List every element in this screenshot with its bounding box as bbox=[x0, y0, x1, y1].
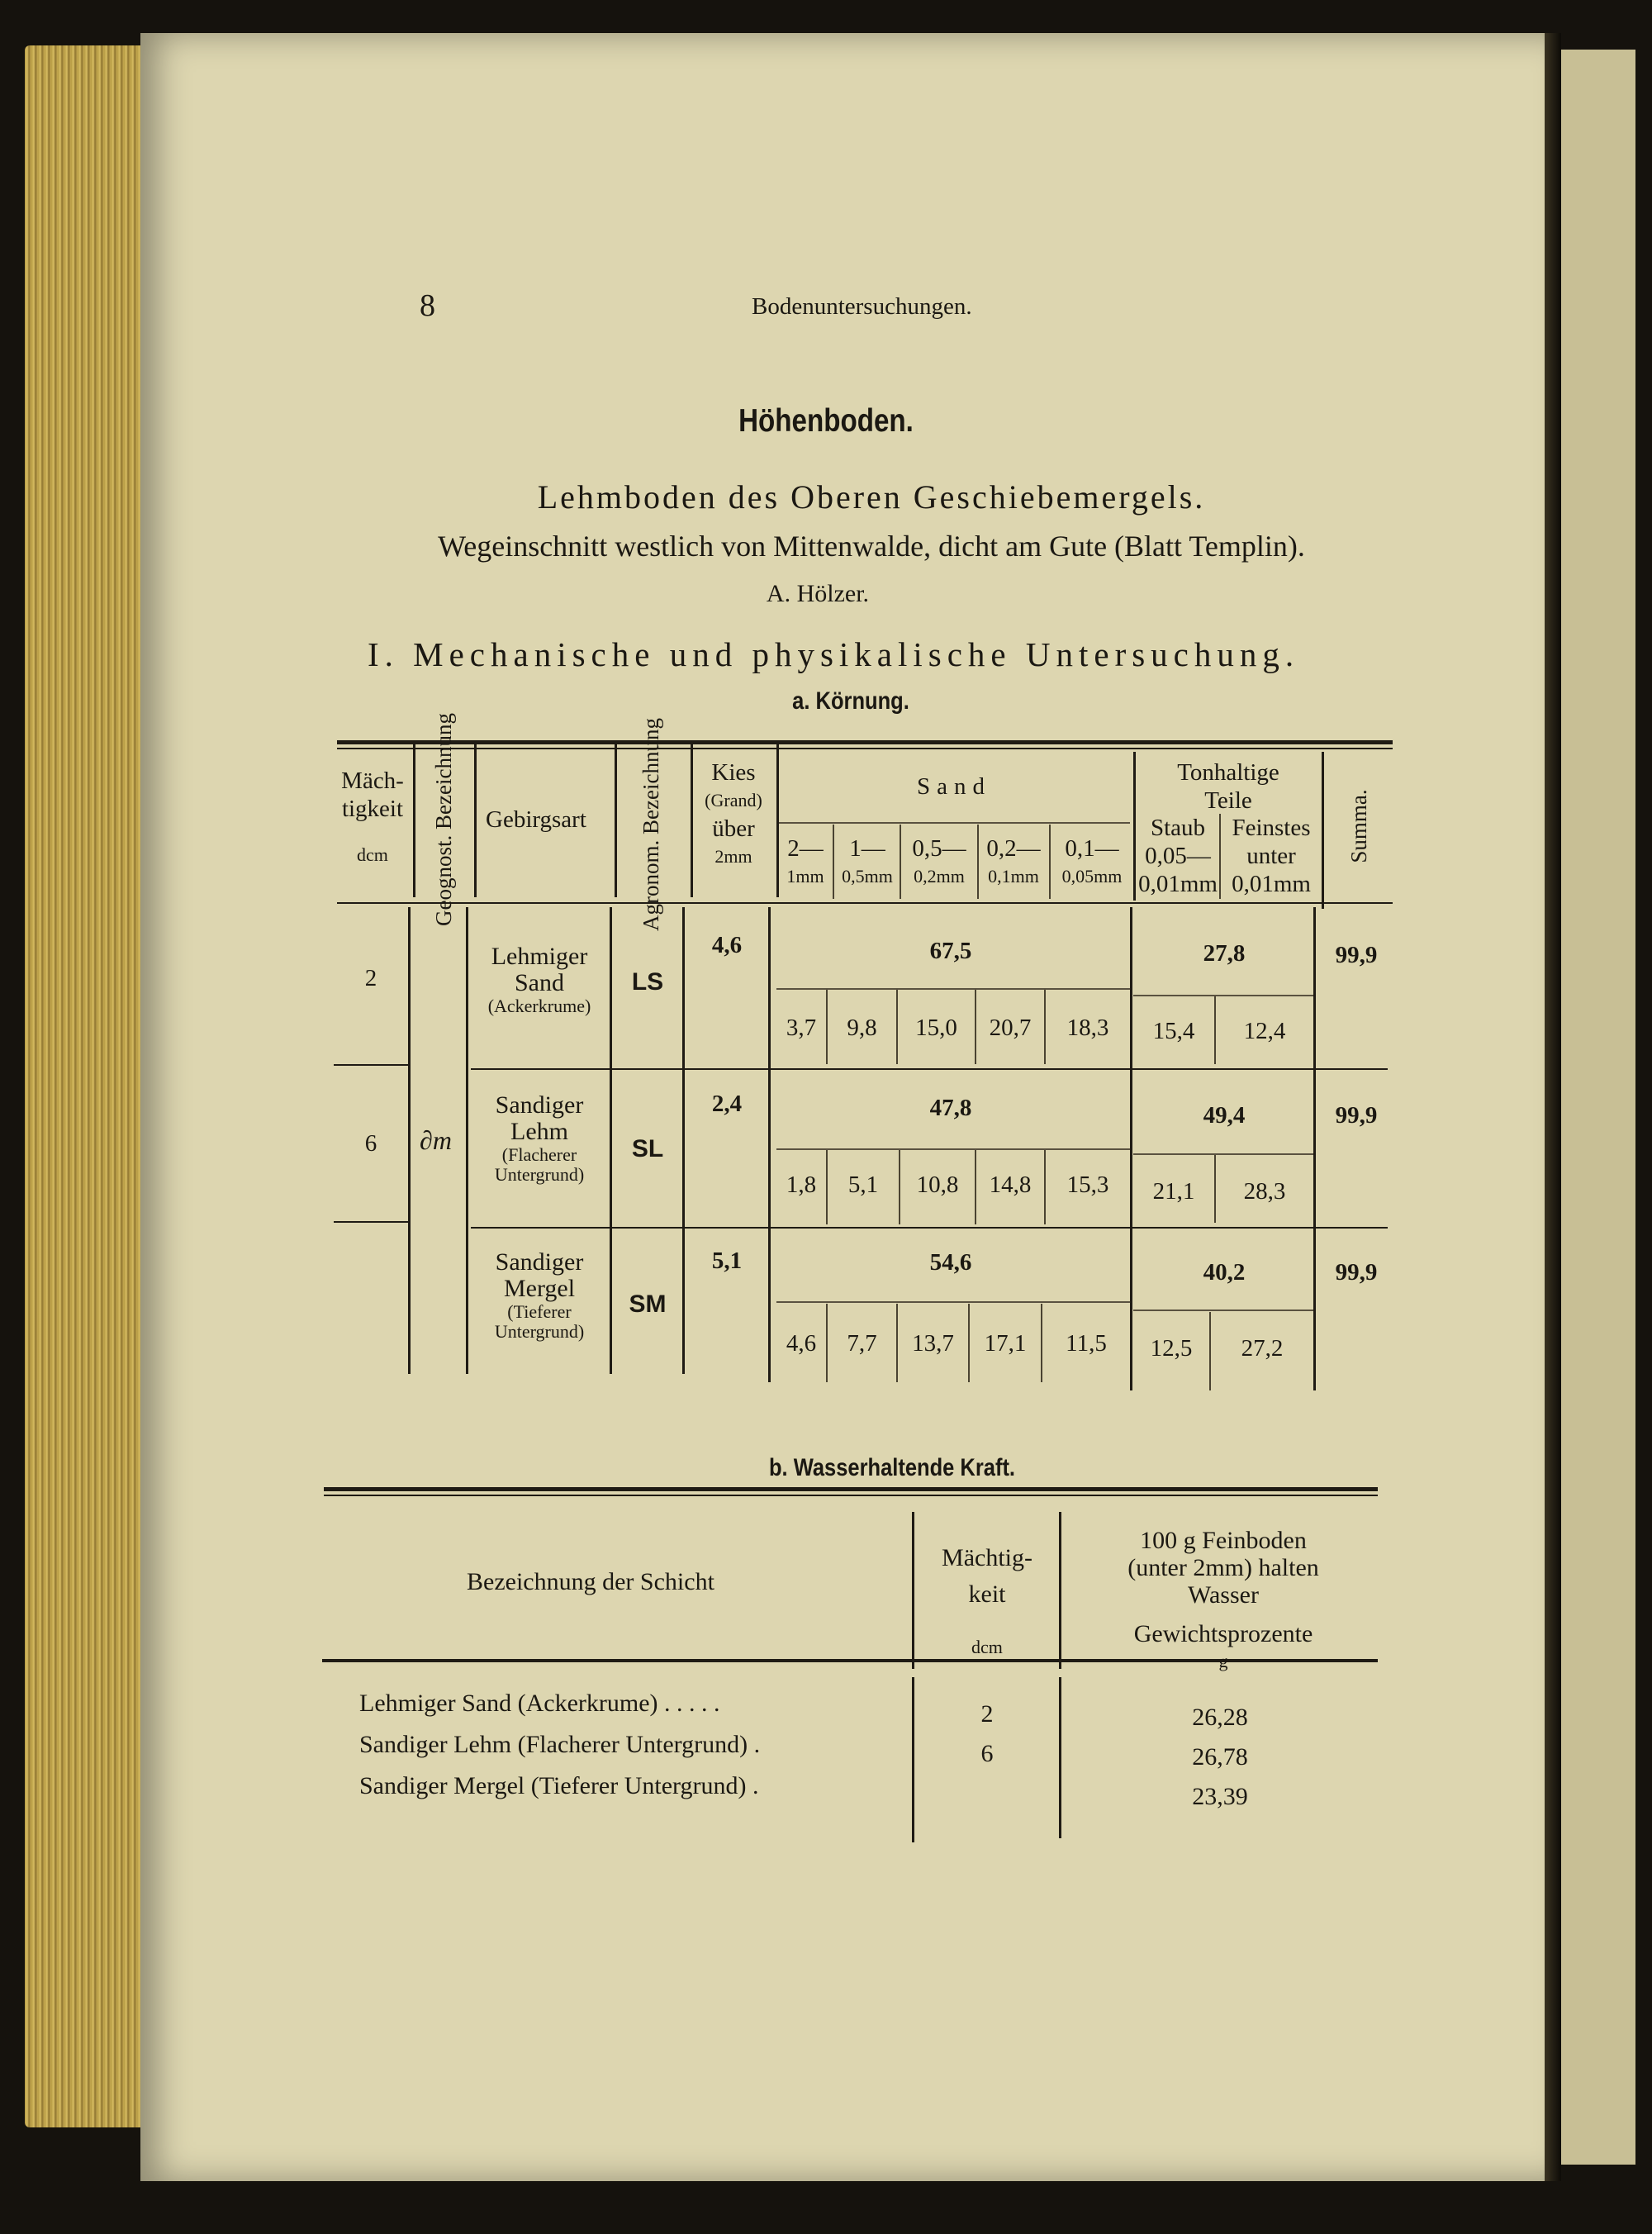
table-a-top-rule-2 bbox=[337, 748, 1393, 749]
table-b-vline-2a bbox=[1059, 1512, 1061, 1669]
table-b-top-rule-2 bbox=[324, 1495, 1378, 1496]
row3-sand-3: 13,7 bbox=[912, 1330, 954, 1357]
row3-sand-5: 11,5 bbox=[1066, 1330, 1107, 1357]
row3-sand-rule bbox=[776, 1301, 1130, 1303]
row2-staub: 21,1 bbox=[1152, 1178, 1195, 1205]
row1-gebirgsart: Lehmiger Sand (Ackerkrume) bbox=[487, 943, 591, 1016]
vline-2b bbox=[466, 907, 468, 1374]
book-gutter bbox=[1545, 33, 1561, 2181]
table-b-vline-2b bbox=[1059, 1677, 1061, 1838]
vline-3b bbox=[610, 907, 612, 1374]
header-sand-col-5: 0,1— 0,05mm bbox=[1061, 835, 1123, 886]
row2-sand-5: 15,3 bbox=[1066, 1172, 1109, 1198]
row1-staub: 15,4 bbox=[1152, 1018, 1195, 1044]
row2-sand-total: 47,8 bbox=[929, 1095, 972, 1121]
wasser-row3-label: Sandiger Mergel (Tieferer Untergrund) . bbox=[359, 1772, 759, 1799]
row3-agronom: SM bbox=[629, 1290, 667, 1318]
vline-1 bbox=[413, 740, 415, 897]
row1-sand-4: 20,7 bbox=[989, 1015, 1032, 1041]
wasser-row1-maechtigkeit: 2 bbox=[980, 1700, 994, 1728]
row1-ton-rule bbox=[1133, 995, 1315, 996]
vline-1b bbox=[408, 907, 411, 1374]
vline-summa-b bbox=[1313, 907, 1316, 1390]
header-geognost: Geognost. Bezeichnung bbox=[431, 713, 456, 926]
page-number: 8 bbox=[420, 288, 435, 323]
row2-sand-4: 14,8 bbox=[989, 1172, 1032, 1198]
row2-sand-2: 5,1 bbox=[847, 1172, 879, 1198]
row2-maecht-rule bbox=[334, 1221, 408, 1223]
header-tonhaltige: Tonhaltige Teile bbox=[1177, 759, 1279, 814]
header-maechtigkeit-b: Mächtig- keit dcm bbox=[942, 1544, 1032, 1657]
row3-sand-total: 54,6 bbox=[929, 1249, 972, 1276]
row2-sand-3: 10,8 bbox=[916, 1172, 959, 1198]
header-staub: Staub 0,05— 0,01mm bbox=[1138, 815, 1218, 897]
location-line: Wegeinschnitt westlich von Mittenwalde, dicht am Gute (Blatt Templin). bbox=[438, 530, 1305, 563]
header-gebirgsart: Gebirgsart bbox=[486, 806, 586, 833]
vline-2 bbox=[474, 740, 477, 897]
header-summa: Summa. bbox=[1346, 789, 1371, 863]
row3-sand-1: 4,6 bbox=[786, 1330, 817, 1357]
subsection-a-heading: a. Körnung. bbox=[792, 687, 909, 715]
subtitle: Lehmboden des Oberen Geschiebemergels. bbox=[537, 478, 1206, 516]
row1-sand-rule bbox=[776, 988, 1130, 990]
row3-gebirgsart: Sandiger Mergel (Tieferer Untergrund) bbox=[494, 1248, 585, 1342]
wasser-row2-maechtigkeit: 6 bbox=[980, 1740, 994, 1767]
row1-agronom: LS bbox=[631, 968, 664, 996]
row2-maechtigkeit: 6 bbox=[364, 1130, 377, 1157]
page-title: Höhenboden. bbox=[738, 403, 914, 439]
header-sand: Sand bbox=[917, 773, 991, 800]
header-bezeichnung: Bezeichnung der Schicht bbox=[467, 1568, 714, 1595]
table-b-vline-1b bbox=[912, 1677, 914, 1842]
row1-sand-1: 3,7 bbox=[786, 1015, 817, 1041]
vline-summa bbox=[1322, 752, 1324, 909]
header-sand-col-2: 1— 0,5mm bbox=[842, 835, 893, 886]
row3-ton-total: 40,2 bbox=[1203, 1259, 1246, 1286]
header-sand-col-4: 0,2— 0,1mm bbox=[986, 835, 1041, 886]
header-sand-col-3: 0,5— 0,2mm bbox=[912, 835, 966, 886]
vline-3 bbox=[615, 740, 617, 897]
row2-agronom: SL bbox=[631, 1135, 664, 1162]
table-b-top-rule bbox=[324, 1487, 1378, 1491]
row2-kies: 2,4 bbox=[711, 1091, 743, 1117]
row1-sand-total: 67,5 bbox=[929, 938, 972, 964]
row1-kies: 4,6 bbox=[711, 932, 743, 958]
header-sand-col-1: 2— 1mm bbox=[786, 835, 824, 886]
author: A. Hölzer. bbox=[766, 580, 870, 607]
wasser-row2-value: 26,78 bbox=[1192, 1743, 1248, 1771]
wasser-row1-label: Lehmiger Sand (Ackerkrume) . . . . . bbox=[359, 1690, 720, 1717]
row3-ton-rule bbox=[1133, 1310, 1315, 1311]
wasser-row1-value: 26,28 bbox=[1192, 1704, 1248, 1731]
row1-ton-total: 27,8 bbox=[1203, 940, 1246, 967]
header-feinboden: 100 g Feinboden (unter 2mm) halten Wasser Gewichtsprozente g bbox=[1127, 1527, 1319, 1671]
vline-5b bbox=[768, 907, 771, 1382]
geognost-value: ∂m bbox=[420, 1125, 452, 1155]
sand-sub-rule bbox=[776, 822, 1130, 824]
row2-sand-rule bbox=[776, 1148, 1130, 1150]
row3-sand-2: 7,7 bbox=[847, 1330, 877, 1357]
row3-summa: 99,9 bbox=[1335, 1259, 1378, 1286]
header-bottom-rule bbox=[337, 902, 1393, 904]
row2-sand-1: 1,8 bbox=[786, 1172, 817, 1198]
row1-sand-2: 9,8 bbox=[847, 1015, 877, 1041]
section-heading: I. Mechanische und physikalische Untersuchung. bbox=[368, 635, 1300, 673]
row3-kies: 5,1 bbox=[711, 1248, 743, 1274]
table-a-top-rule bbox=[337, 740, 1393, 744]
row1-bottom-rule bbox=[471, 1068, 1388, 1070]
row1-sand-3: 15,0 bbox=[915, 1015, 957, 1041]
row2-ton-rule bbox=[1133, 1153, 1315, 1155]
header-agronom: Agronom. Bezeichnung bbox=[638, 718, 663, 931]
table-b-vline-1a bbox=[912, 1512, 914, 1669]
vline-4b bbox=[682, 907, 685, 1374]
row2-summa: 99,9 bbox=[1335, 1102, 1378, 1129]
vline-ton-b bbox=[1130, 907, 1132, 1390]
row1-maecht-rule bbox=[334, 1064, 408, 1066]
row1-summa: 99,9 bbox=[1335, 942, 1378, 968]
wasser-row2-label: Sandiger Lehm (Flacherer Untergrund) . bbox=[359, 1731, 761, 1758]
row1-maechtigkeit: 2 bbox=[364, 965, 377, 991]
row3-feinstes: 27,2 bbox=[1241, 1335, 1284, 1362]
header-maechtigkeit: Mäch- tigkeit dcm bbox=[341, 768, 404, 865]
running-head: Bodenuntersuchungen. bbox=[752, 293, 972, 320]
next-page-edge bbox=[1561, 50, 1635, 2165]
wasser-row3-value: 23,39 bbox=[1192, 1783, 1248, 1810]
row3-sand-4: 17,1 bbox=[984, 1330, 1027, 1357]
row2-gebirgsart: Sandiger Lehm (Flacherer Untergrund) bbox=[494, 1091, 585, 1185]
header-feinstes: Feinstes unter 0,01mm bbox=[1232, 815, 1311, 897]
row2-bottom-rule bbox=[471, 1227, 1388, 1229]
row2-feinstes: 28,3 bbox=[1243, 1178, 1286, 1205]
row1-sand-5: 18,3 bbox=[1066, 1015, 1109, 1041]
header-kies: Kies (Grand) über 2mm bbox=[705, 759, 762, 867]
subsection-b-heading: b. Wasserhaltende Kraft. bbox=[768, 1454, 1016, 1481]
row1-feinstes: 12,4 bbox=[1243, 1018, 1286, 1044]
row2-ton-total: 49,4 bbox=[1203, 1102, 1246, 1129]
book-page-edges bbox=[25, 45, 157, 2127]
row3-staub: 12,5 bbox=[1150, 1335, 1193, 1362]
